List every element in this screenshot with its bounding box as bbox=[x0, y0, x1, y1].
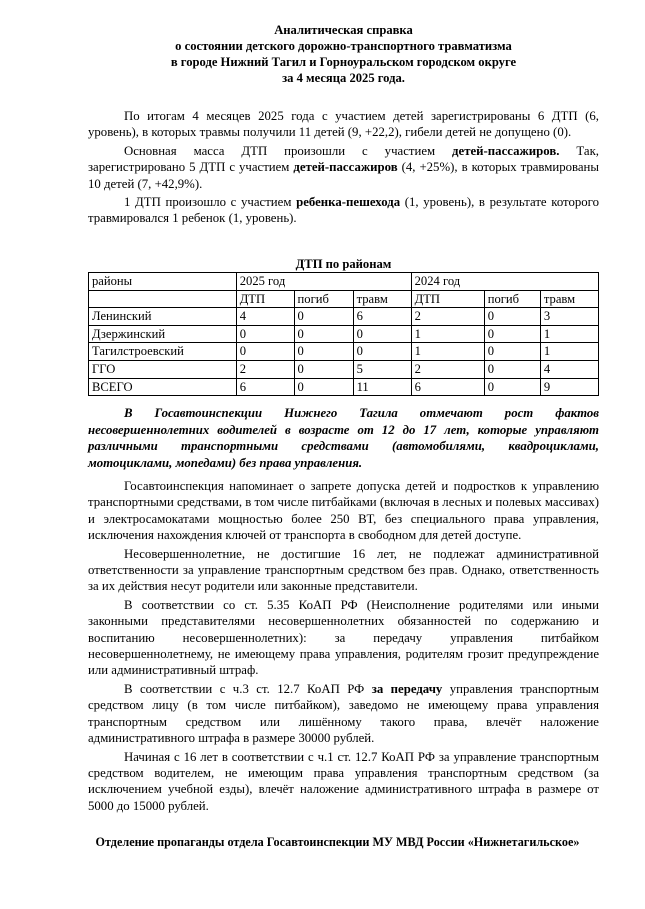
header-year-2025: 2025 год bbox=[236, 273, 411, 291]
table-cell: ВСЕГО bbox=[89, 378, 237, 396]
title-line-1: Аналитическая справка bbox=[274, 23, 413, 37]
table-row-total bbox=[89, 378, 599, 396]
subheader-cell: погиб bbox=[294, 290, 353, 308]
table-row bbox=[89, 343, 599, 361]
table-cell: 6 bbox=[236, 378, 294, 396]
table-cell: Ленинский bbox=[89, 308, 237, 326]
table-cell: 0 bbox=[484, 343, 540, 361]
table-cell: Тагилстроевский bbox=[89, 343, 237, 361]
main-paragraph-5: Начиная с 16 лет в соответствии с ч.1 ст. 12.7 КоАП РФ за управление транспортным средством водителем, не имеющим права управления транспортным средством (за исключением учебной езды), влечёт наложение административного штрафа в размере от 5000 до 15000 рублей. bbox=[88, 749, 599, 813]
table-cell: 11 bbox=[353, 378, 411, 396]
intro-p3-text-a: 1 ДТП произошло с участием bbox=[124, 195, 297, 210]
table-cell: 1 bbox=[411, 343, 484, 361]
intro-paragraph-2 bbox=[88, 143, 599, 192]
table-cell: 6 bbox=[411, 378, 484, 396]
main-p4-text-a: В соответствии с ч.3 ст. 12.7 КоАП РФ bbox=[124, 681, 372, 696]
main-p4-text-b: управления транспортным средством лицу (в том числе питбайком), заведомо не имеющему права управления транспортным средством или лишённому такого права, влечёт наложение административного штрафа в размере 30000 рублей. bbox=[88, 681, 600, 746]
intro-p3-bold: ребенка-пешехода bbox=[296, 195, 401, 210]
table-cell: 3 bbox=[540, 308, 598, 326]
table-cell: ГГО bbox=[89, 360, 237, 378]
table-cell: 0 bbox=[294, 360, 353, 378]
table-row bbox=[89, 325, 599, 343]
table-cell: 0 bbox=[353, 325, 411, 343]
intro-p2-text-a: Основная масса ДТП произошли с участием bbox=[124, 143, 453, 158]
header-empty-cell bbox=[89, 290, 237, 308]
table-cell: 0 bbox=[294, 308, 353, 326]
table-cell: 2 bbox=[236, 360, 294, 378]
intro-paragraph-3 bbox=[88, 194, 599, 227]
highlight-paragraph: В Госавтоинспекции Нижнего Тагила отмечают рост фактов несовершеннолетних водителей в возрасте от 12 до 17 лет, которые управляют различными транспортными средствами (автомобилями, квадроциклами, мотоциклами, мопедами) без права управления. bbox=[88, 406, 599, 470]
intro-paragraph-1: По итогам 4 месяцев 2025 года с участием детей зарегистрированы 6 ДТП (6, уровень), в которых травмы получили 11 детей (9, +22,2), гибели детей не допущено (0). bbox=[88, 109, 599, 140]
title-line-4: за 4 месяца 2025 года. bbox=[282, 71, 405, 85]
table-cell: 2 bbox=[411, 308, 484, 326]
table-cell: Дзержинский bbox=[89, 325, 237, 343]
districts-table bbox=[88, 272, 599, 396]
table-cell: 4 bbox=[540, 360, 598, 378]
main-paragraph-1: Госавтоинспекция напоминает о запрете допуска детей и подростков к управлению транспортными средствами, в том числе питбайками (включая в лесных и полевых массивах) и электросамокатами мощностью более 250 ВТ, без специального права управления, исключения нахождения ключей от транспорта в свободном для детей доступе. bbox=[88, 479, 599, 543]
table-cell: 5 bbox=[353, 360, 411, 378]
table-cell: 0 bbox=[236, 343, 294, 361]
table-cell: 0 bbox=[484, 378, 540, 396]
table-cell: 0 bbox=[294, 378, 353, 396]
table-cell: 0 bbox=[294, 343, 353, 361]
table-cell: 0 bbox=[484, 308, 540, 326]
intro-p2-text-b: Так, зарегистрировано 5 ДТП с участием bbox=[88, 143, 599, 175]
table-cell: 1 bbox=[540, 343, 598, 361]
main-paragraph-2: Несовершеннолетние, не достигшие 16 лет, не подлежат административной ответственности за управление транспортным средством без прав. Однако, ответственность за их действия несут родители или законные представители. bbox=[88, 546, 599, 594]
header-year-2024: 2024 год bbox=[411, 273, 598, 291]
table-caption: ДТП по районам bbox=[295, 257, 392, 271]
subheader-cell: травм bbox=[540, 290, 598, 308]
table-header-row-2 bbox=[89, 290, 599, 308]
table-cell: 4 bbox=[236, 308, 294, 326]
table-cell: 0 bbox=[236, 325, 294, 343]
intro-p2-text-c: (4, +25%), в которых травмированы 10 детей (7, +42,9%). bbox=[88, 160, 599, 191]
table-header-row-1 bbox=[89, 273, 599, 291]
table-cell: 9 bbox=[540, 378, 598, 396]
title-line-2: о состоянии детского дорожно-транспортного травматизма bbox=[175, 39, 512, 53]
main-p4-bold: за передачу bbox=[371, 681, 443, 696]
intro-p2-bold-b: детей-пассажиров bbox=[293, 160, 398, 175]
table-cell: 0 bbox=[353, 343, 411, 361]
document-title bbox=[88, 22, 599, 86]
table-cell: 2 bbox=[411, 360, 484, 378]
table-row bbox=[89, 308, 599, 326]
table-row bbox=[89, 360, 599, 378]
subheader-cell: ДТП bbox=[411, 290, 484, 308]
intro-p3-text-b: (1, уровень), в результате которого травмировался 1 ребенок (1, уровень). bbox=[88, 195, 599, 226]
subheader-cell: травм bbox=[353, 290, 411, 308]
title-line-3: в городе Нижний Тагил и Горноуральском городском округе bbox=[170, 55, 517, 69]
main-paragraph-4 bbox=[88, 681, 599, 747]
subheader-cell: ДТП bbox=[236, 290, 294, 308]
intro-section bbox=[88, 108, 599, 229]
main-paragraph-3: В соответствии со ст. 5.35 КоАП РФ (Неисполнение родителями или иными законными представителями несовершеннолетних обязанностей по содержанию и воспитанию несовершеннолетних): за передачу управления питбайком несовершеннолетнему, не имеющему права управления, родителям грозит предупреждение или административный штраф. bbox=[88, 597, 599, 678]
highlight-section bbox=[88, 405, 599, 471]
subheader-cell: погиб bbox=[484, 290, 540, 308]
table-cell: 1 bbox=[540, 325, 598, 343]
footer-signature: Отделение пропаганды отдела Госавтоинспекции МУ МВД России «Нижнетагильское» bbox=[95, 835, 580, 849]
table-cell: 1 bbox=[411, 325, 484, 343]
table-cell: 0 bbox=[484, 325, 540, 343]
main-section bbox=[88, 478, 599, 816]
table-cell: 6 bbox=[353, 308, 411, 326]
header-district: районы bbox=[89, 273, 237, 291]
table-cell: 0 bbox=[484, 360, 540, 378]
table-cell: 0 bbox=[294, 325, 353, 343]
intro-p2-bold-a: детей-пассажиров. bbox=[452, 143, 560, 158]
